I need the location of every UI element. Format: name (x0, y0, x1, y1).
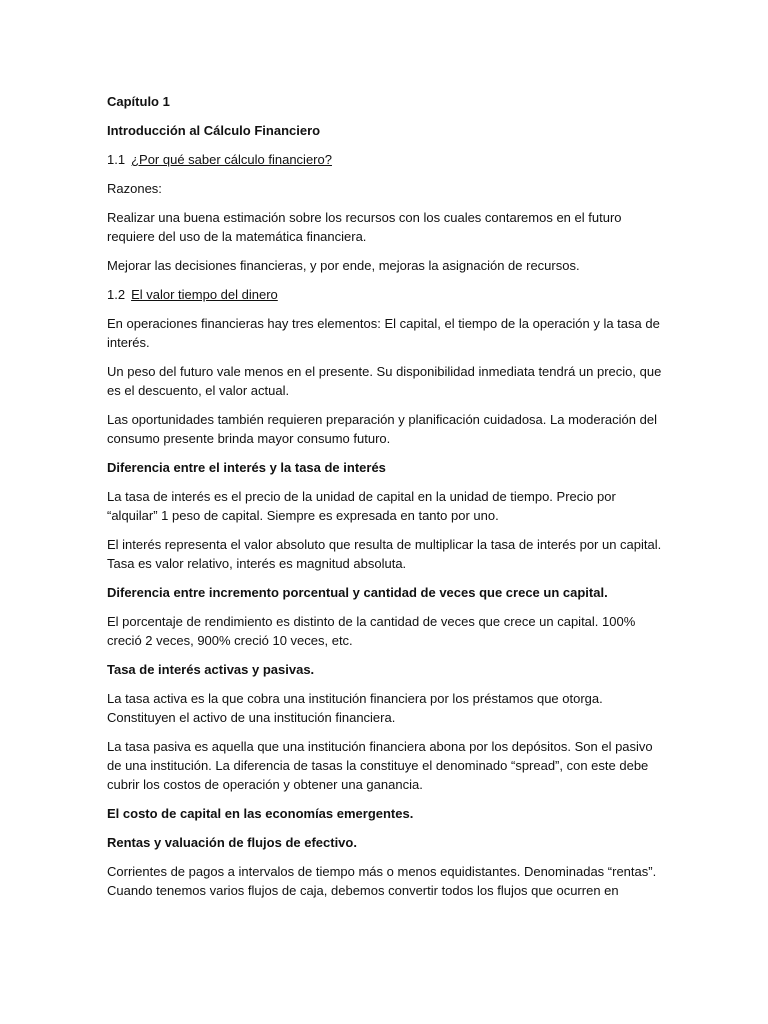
body-paragraph: En operaciones financieras hay tres elementos: El capital, el tiempo de la operación y la tasa de interés. (107, 316, 660, 350)
razones-label: Razones: (107, 181, 162, 196)
subheading: El costo de capital en las economías emergentes. (107, 806, 414, 821)
body-paragraph: Un peso del futuro vale menos en el presente. Su disponibilidad inmediata tendrá un precio, que es el descuento, el valor actual. (107, 364, 662, 398)
document-page (107, 92, 663, 910)
razon-paragraph: Mejorar las decisiones financieras, y por ende, mejoras la asignación de recursos. (107, 258, 580, 273)
subheading: Diferencia entre incremento porcentual y cantidad de veces que crece un capital. (107, 585, 608, 600)
body-paragraph: El porcentaje de rendimiento es distinto de la cantidad de veces que crece un capital. 100% creció 2 veces, 900% creció 10 veces, etc. (107, 614, 636, 648)
section-heading-1-2 (107, 285, 663, 304)
section-title: El valor tiempo del dinero (131, 287, 278, 302)
body-paragraph: La tasa pasiva es aquella que una institución financiera abona por los depósitos. Son el pasivo de una institución. La diferencia de tasas la constituye el denominado “spread”, con este debe cubrir los costos de operación y obtener una ganancia. (107, 739, 653, 792)
section-heading-1-1 (107, 150, 663, 169)
body-paragraph: El interés representa el valor absoluto que resulta de multiplicar la tasa de interés por un capital. Tasa es valor relativo, interés es magnitud absoluta. (107, 537, 662, 571)
section-number: 1.1 (107, 152, 126, 167)
body-paragraph: La tasa activa es la que cobra una institución financiera por los préstamos que otorga. Constituyen el activo de una institución financiera. (107, 691, 603, 725)
razon-paragraph: Realizar una buena estimación sobre los recursos con los cuales contaremos en el futuro requiere del uso de la matemática financiera. (107, 210, 622, 244)
subheading: Diferencia entre el interés y la tasa de interés (107, 460, 386, 475)
body-paragraph: La tasa de interés es el precio de la unidad de capital en la unidad de tiempo. Precio por “alquilar” 1 peso de capital. Siempre es expresada en tanto por uno. (107, 489, 616, 523)
section-number: 1.2 (107, 287, 126, 302)
chapter-label: Capítulo 1 (107, 94, 170, 109)
chapter-title: Introducción al Cálculo Financiero (107, 123, 321, 138)
body-paragraph: Las oportunidades también requieren preparación y planificación cuidadosa. La moderación del consumo presente brinda mayor consumo futuro. (107, 412, 657, 446)
subheading: Tasa de interés activas y pasivas. (107, 662, 315, 677)
section-title: ¿Por qué saber cálculo financiero? (131, 152, 332, 167)
body-paragraph: Corrientes de pagos a intervalos de tiempo más o menos equidistantes. Denominadas “rentas”. Cuando tenemos varios flujos de caja, debemos convertir todos los flujos que ocurren en (107, 864, 657, 898)
subheading: Rentas y valuación de flujos de efectivo. (107, 835, 357, 850)
